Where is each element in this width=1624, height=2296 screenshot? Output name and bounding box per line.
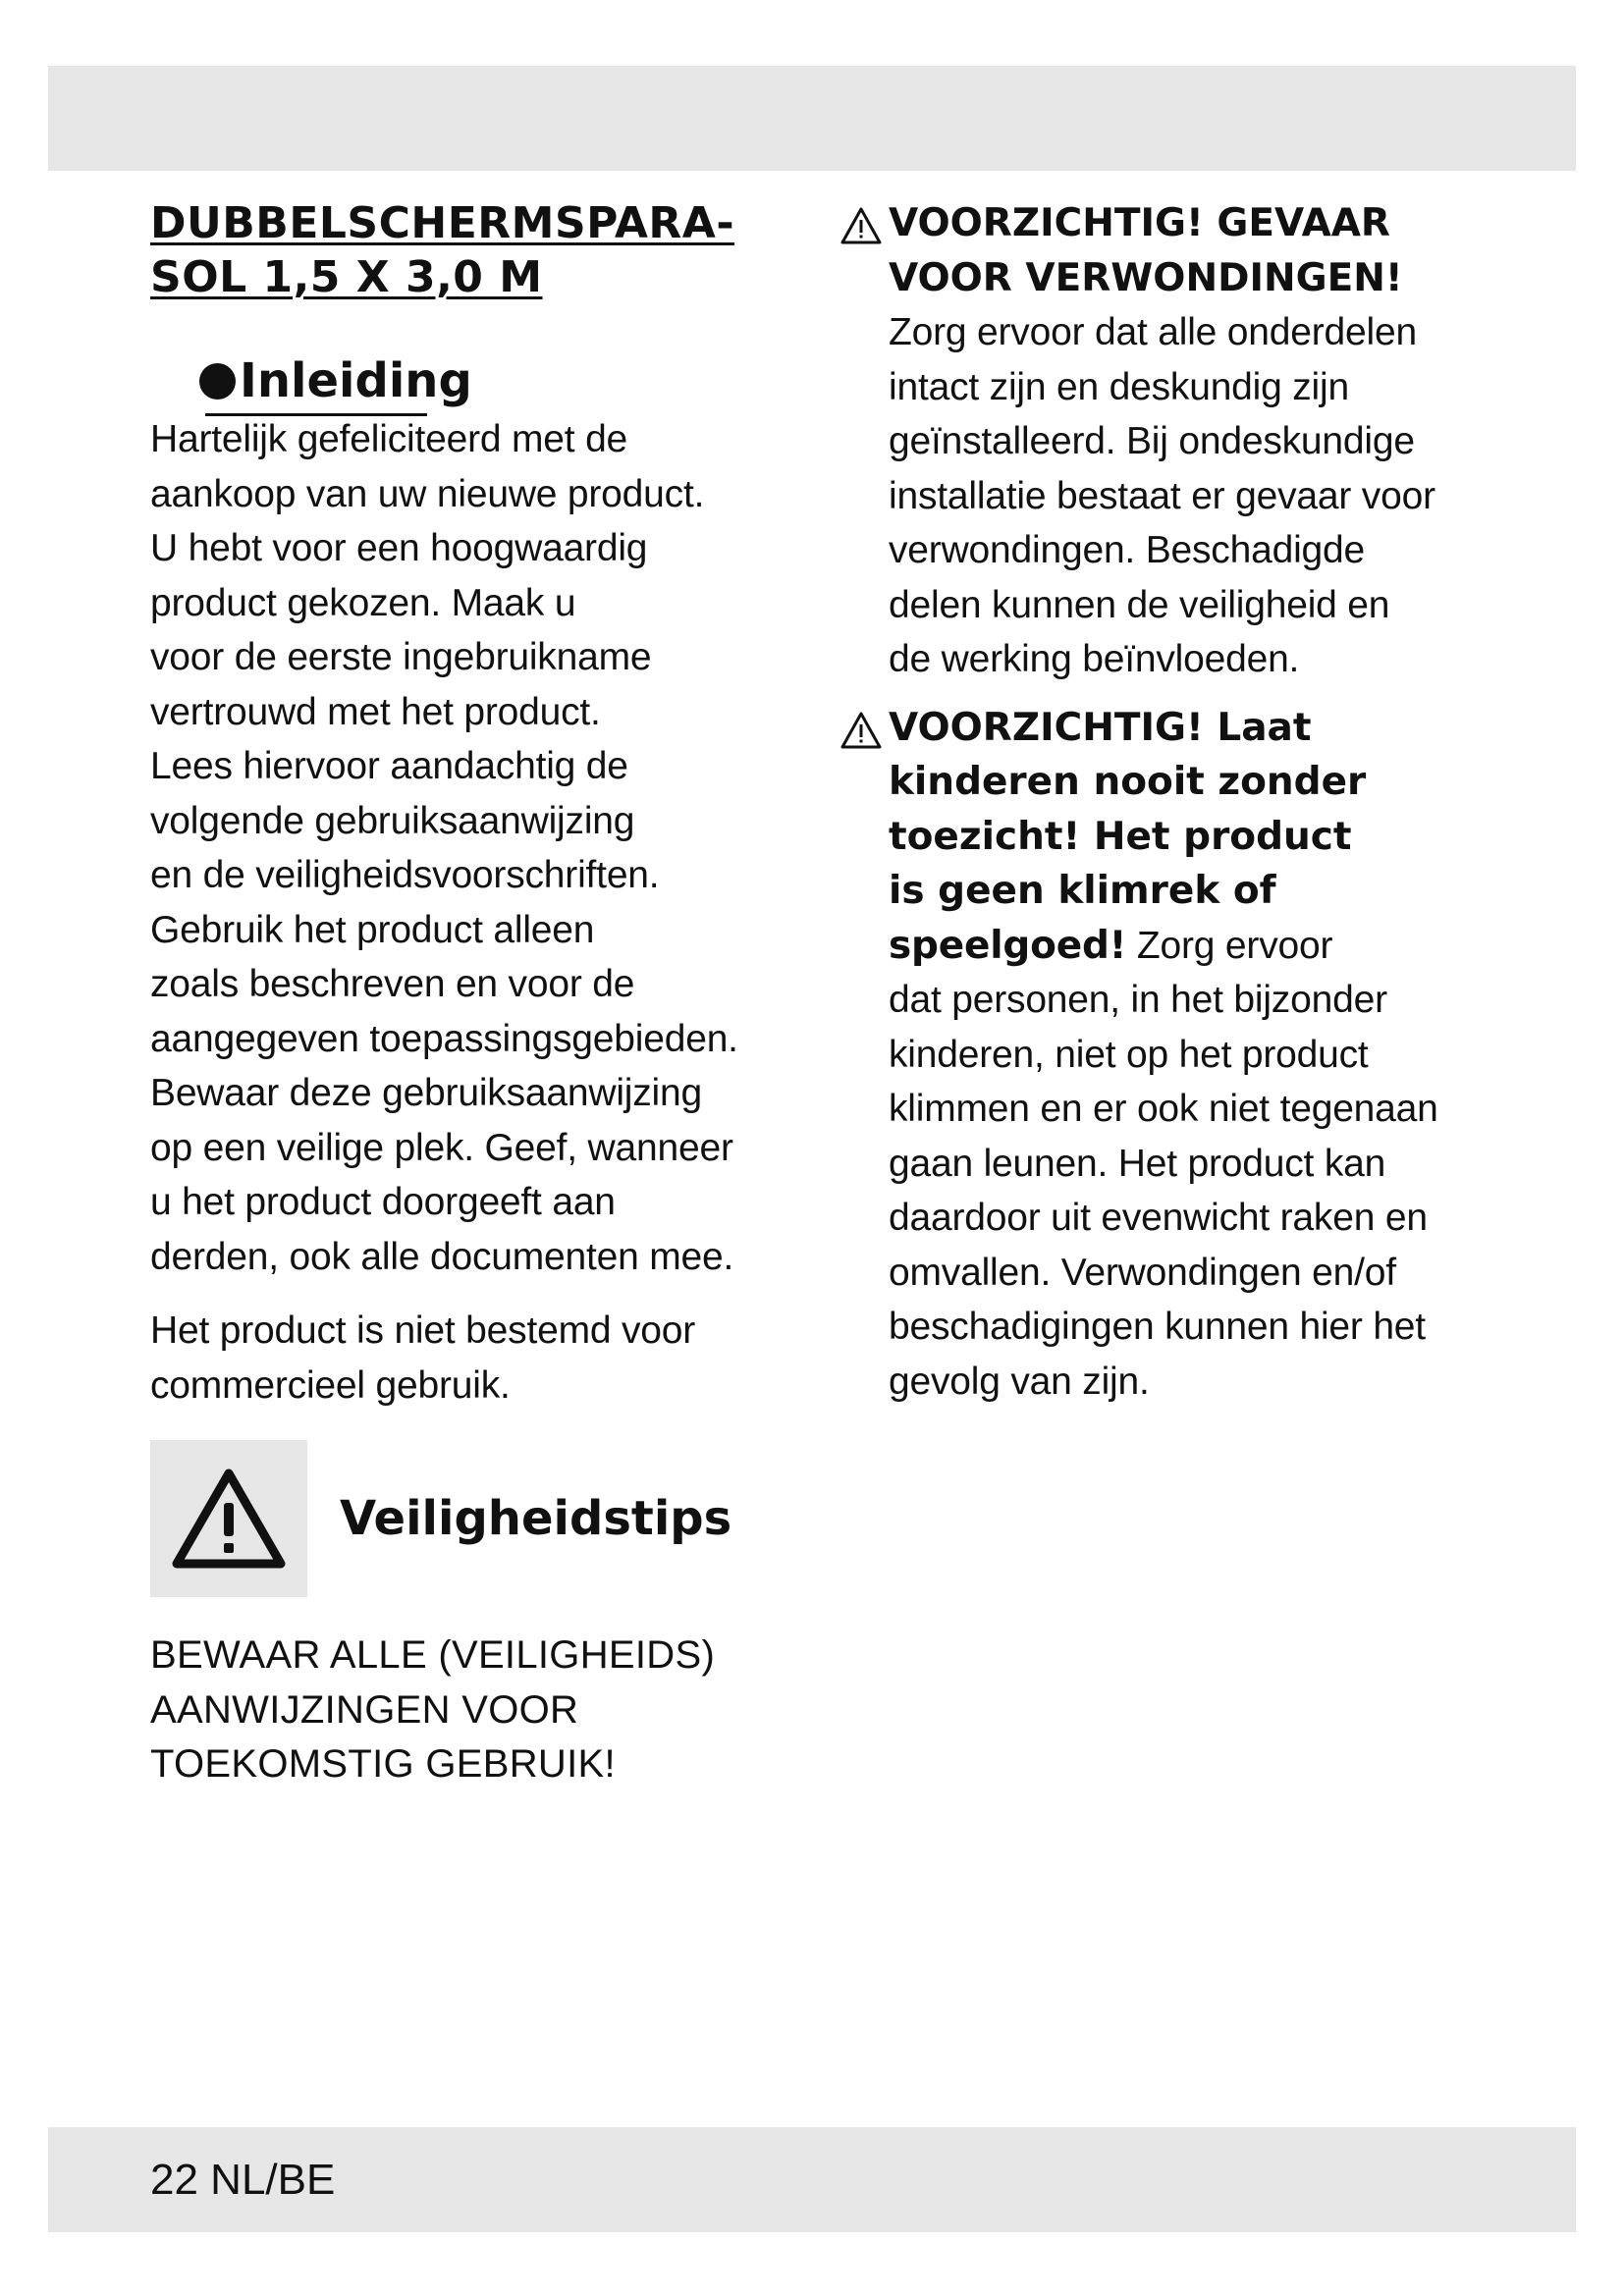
text-line: installatie bestaat er gevaar voor — [889, 474, 1435, 517]
safety-heading: Veiligheidstips — [340, 1491, 732, 1546]
text-line: aangegeven toepassingsgebieden. — [150, 1017, 738, 1060]
text-line: op een veilige plek. Geef, wanneer — [150, 1126, 733, 1169]
text-line: gevolg van zijn. — [889, 1360, 1150, 1403]
text-line: product gekozen. Maak u — [150, 581, 576, 624]
text-line: vertrouwd met het product. — [150, 690, 601, 733]
warning-title-line: toezicht! Het product — [889, 814, 1352, 859]
warning-triangle-icon — [839, 711, 883, 750]
document-title — [150, 196, 798, 304]
keep-instructions — [150, 1629, 798, 1792]
text-line: volgende gebruiksaanwijzing — [150, 799, 635, 842]
warning-title-line: VOORZICHTIG! Laat — [889, 705, 1312, 750]
text-line: Het product is niet bestemd voor — [150, 1309, 696, 1352]
page-number: 22 NL/BE — [150, 2156, 336, 2204]
mixed-line — [889, 919, 1488, 974]
warning-title-end: speelgoed! — [889, 923, 1127, 968]
text-line: Lees hiervoor aandachtig de — [150, 745, 628, 787]
text-line: Gebruik het product alleen — [150, 908, 595, 951]
text-line: Bewaar deze gebruiksaanwijzing — [150, 1072, 702, 1114]
text-line: de werking beïnvloeden. — [889, 638, 1300, 680]
text-line: beschadigingen kunnen hier het — [889, 1306, 1426, 1348]
text-line: voor de eerste ingebruikname — [150, 636, 652, 678]
text-line: Hartelijk gefeliciteerd met de — [150, 418, 628, 460]
intro-heading-text: Inleiding — [240, 353, 472, 408]
text-line: kinderen, niet op het product — [889, 1033, 1369, 1076]
text-line: derden, ook alle documenten mee. — [150, 1235, 734, 1278]
warning-title-line: kinderen nooit zonder — [889, 760, 1367, 804]
text-line: AANWIJZINGEN VOOR — [150, 1687, 579, 1732]
warning-title-line: VOOR VERWONDINGEN! — [889, 255, 1403, 300]
title-line: DUBBELSCHERMSPARA- — [150, 198, 735, 248]
text-line: gaan leunen. Het product kan — [889, 1142, 1386, 1185]
title-line: SOL 1,5 X 3,0 M — [150, 252, 543, 302]
warning-item — [839, 196, 1488, 687]
warning-triangle-icon — [171, 1468, 287, 1570]
commercial-use-paragraph — [150, 1304, 798, 1413]
text-line: intact zijn en deskundig zijn — [889, 365, 1349, 408]
text-line: dat personen, in het bijzonder — [889, 979, 1387, 1021]
text-line: klimmen en er ook niet tegenaan — [889, 1088, 1438, 1130]
text-line: BEWAAR ALLE (VEILIGHEIDS) — [150, 1633, 716, 1677]
warning-title-line: is geen klimrek of — [889, 869, 1276, 913]
text-line: zoals beschreven en voor de — [150, 963, 635, 1005]
warning-item — [839, 701, 1488, 1410]
text-line: TOEKOMSTIG GEBRUIK! — [150, 1742, 616, 1786]
text-line: delen kunnen de veiligheid en — [889, 583, 1390, 626]
heading-underline — [205, 413, 427, 416]
text-line: Zorg ervoor dat alle onderdelen — [889, 311, 1417, 353]
warning-triangle-icon — [839, 206, 883, 245]
text-line: geïnstalleerd. Bij ondeskundige — [889, 420, 1415, 462]
safety-heading-block — [150, 1440, 798, 1597]
right-column — [839, 196, 1488, 1409]
text-line: daardoor uit evenwicht raken en — [889, 1197, 1428, 1239]
bullet-dot-icon — [199, 363, 236, 400]
warning-title-line: VOORZICHTIG! GEVAAR — [889, 201, 1390, 245]
warning-box — [150, 1440, 307, 1597]
intro-paragraph — [150, 412, 798, 1284]
text-line: commercieel gebruik. — [150, 1363, 511, 1407]
text-line: verwondingen. Beschadigde — [889, 529, 1366, 571]
text-line: U hebt voor een hoogwaardig — [150, 527, 648, 569]
left-column — [150, 196, 798, 1792]
header-band — [48, 66, 1576, 171]
intro-heading — [199, 351, 798, 410]
text-line: omvallen. Verwondingen en/of — [889, 1251, 1396, 1294]
text-line: u het product doorgeeft aan — [150, 1181, 616, 1223]
text-fragment: Zorg ervoor — [1126, 924, 1333, 967]
text-line: en de veiligheidsvoorschriften. — [150, 854, 660, 896]
text-line: aankoop van uw nieuwe product. — [150, 472, 705, 515]
